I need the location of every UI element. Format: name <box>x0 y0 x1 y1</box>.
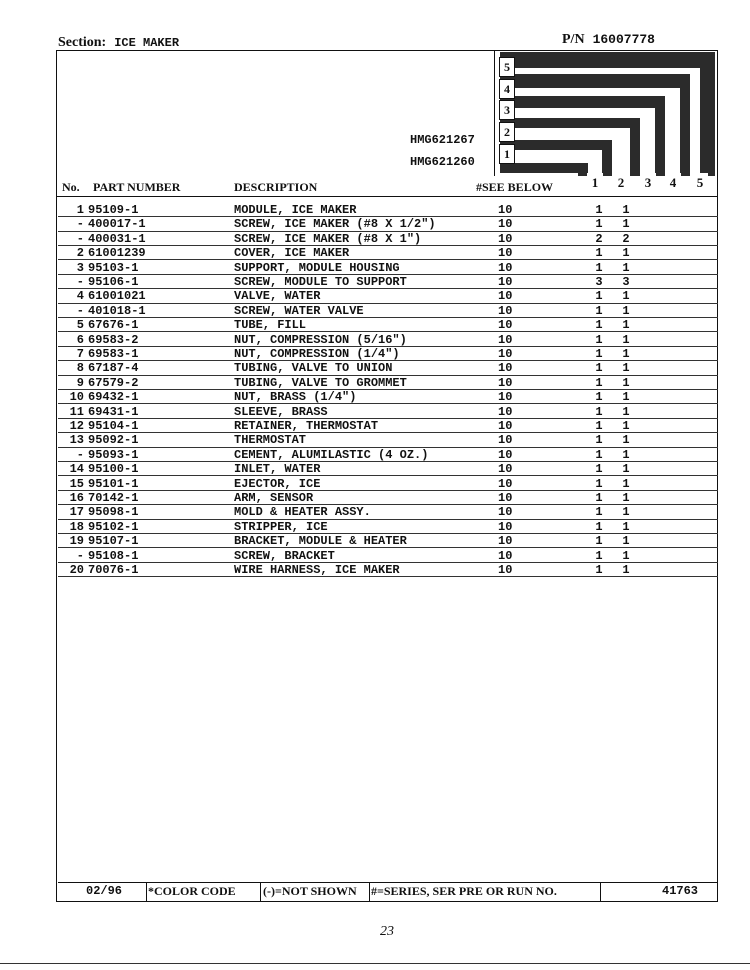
qty-model-1: 3 <box>595 275 603 289</box>
item-number: 4 <box>76 289 84 304</box>
part-description: STRIPPER, ICE <box>234 519 328 534</box>
table-row <box>58 520 718 534</box>
pn-value: 16007778 <box>592 32 655 47</box>
model-number: HMG621260 <box>410 155 475 169</box>
part-number: 67676-1 <box>88 318 139 333</box>
model-box-2: 2 <box>499 122 515 142</box>
see-below-code: 10 <box>498 246 513 261</box>
qty-model-1: 2 <box>595 231 603 246</box>
table-row <box>58 275 718 289</box>
item-number: 14 <box>69 462 84 477</box>
item-number: - <box>76 231 84 246</box>
part-number: 95106-1 <box>88 275 139 289</box>
see-below-code: 10 <box>498 260 513 275</box>
footer-series-legend: #=SERIES, SER PRE OR RUN NO. <box>371 884 557 898</box>
qty-model-1: 1 <box>595 332 603 347</box>
see-below-code: 10 <box>498 491 513 505</box>
qty-model-2: 2 <box>622 231 630 246</box>
qty-model-2: 1 <box>622 390 630 405</box>
item-number: 7 <box>76 347 84 361</box>
item-number: 17 <box>69 505 84 520</box>
part-number: 95104-1 <box>88 419 139 433</box>
footer-doc-number: 41763 <box>662 884 699 898</box>
item-number: 20 <box>69 563 84 577</box>
qty-model-1: 1 <box>595 289 603 304</box>
item-number: 13 <box>69 433 84 448</box>
item-number: 2 <box>76 246 84 261</box>
qty-model-1: 1 <box>595 303 603 318</box>
qty-model-2: 1 <box>622 404 630 419</box>
table-row <box>58 419 718 433</box>
qty-model-2: 1 <box>622 433 630 448</box>
see-below-code: 10 <box>498 303 513 318</box>
see-below-code: 10 <box>498 231 513 246</box>
col-header-model-3: 3 <box>640 173 656 193</box>
qty-model-1: 1 <box>595 203 603 217</box>
part-description: RETAINER, THERMOSTAT <box>234 419 379 433</box>
item-number: 18 <box>69 519 84 534</box>
section-value: ICE MAKER <box>114 36 180 50</box>
part-description: SCREW, BRACKET <box>234 548 335 563</box>
qty-model-2: 3 <box>622 275 630 289</box>
table-row <box>58 534 718 548</box>
qty-model-1: 1 <box>595 246 603 261</box>
table-row <box>58 505 718 519</box>
section-heading <box>58 35 179 51</box>
qty-model-1: 1 <box>595 217 603 232</box>
part-description: SLEEVE, BRASS <box>234 404 328 419</box>
footer-not-shown: (-)=NOT SHOWN <box>263 884 357 898</box>
qty-model-2: 1 <box>622 462 630 477</box>
see-below-code: 10 <box>498 447 513 462</box>
qty-model-1: 1 <box>595 375 603 390</box>
qty-model-2: 1 <box>622 303 630 318</box>
part-number: 95100-1 <box>88 462 139 477</box>
qty-model-2: 1 <box>622 260 630 275</box>
part-number: 61001239 <box>88 246 146 261</box>
see-below-code: 10 <box>498 548 513 563</box>
qty-model-2: 1 <box>622 476 630 491</box>
qty-model-2: 1 <box>622 505 630 520</box>
part-description: THERMOSTAT <box>234 433 307 448</box>
item-number: 10 <box>69 390 84 405</box>
qty-model-1: 1 <box>595 476 603 491</box>
part-number: 95093-1 <box>88 447 139 462</box>
qty-model-1: 1 <box>595 519 603 534</box>
qty-model-2: 1 <box>622 289 630 304</box>
qty-model-1: 1 <box>595 318 603 333</box>
table-row <box>58 563 718 577</box>
item-number: 12 <box>69 419 84 433</box>
table-row <box>58 361 718 375</box>
item-number: 1 <box>76 203 84 217</box>
table-row <box>58 232 718 246</box>
qty-model-1: 1 <box>595 548 603 563</box>
item-number: - <box>76 217 84 232</box>
see-below-code: 10 <box>498 275 513 289</box>
col-header-model-4: 4 <box>665 173 681 193</box>
see-below-code: 10 <box>498 390 513 405</box>
part-number: 95109-1 <box>88 203 139 217</box>
part-number: 95107-1 <box>88 534 139 549</box>
table-row <box>58 405 718 419</box>
col-header-description: DESCRIPTION <box>234 180 318 194</box>
part-description: SCREW, ICE MAKER (#8 X 1/2") <box>234 217 436 232</box>
see-below-code: 10 <box>498 462 513 477</box>
table-row <box>58 491 718 505</box>
item-number: 11 <box>69 404 84 419</box>
qty-model-2: 1 <box>622 246 630 261</box>
see-below-code: 10 <box>498 419 513 433</box>
part-number: 400017-1 <box>88 217 146 232</box>
item-number: - <box>76 303 84 318</box>
see-below-code: 10 <box>498 289 513 304</box>
part-number: 69583-2 <box>88 332 139 347</box>
part-description: COVER, ICE MAKER <box>234 246 350 261</box>
table-row <box>58 433 718 447</box>
part-number: 400031-1 <box>88 231 146 246</box>
qty-model-2: 1 <box>622 447 630 462</box>
pn-label: P/N <box>562 32 585 47</box>
qty-model-2: 1 <box>622 534 630 549</box>
qty-model-1: 1 <box>595 491 603 505</box>
table-row <box>58 549 718 563</box>
part-description: MOLD & HEATER ASSY. <box>234 505 371 520</box>
item-number: 9 <box>76 375 84 390</box>
item-number: 15 <box>69 476 84 491</box>
qty-model-1: 1 <box>595 419 603 433</box>
part-number: 95108-1 <box>88 548 139 563</box>
page-number: 23 <box>380 924 394 939</box>
qty-model-2: 1 <box>622 563 630 577</box>
qty-model-2: 1 <box>622 375 630 390</box>
qty-model-1: 1 <box>595 505 603 520</box>
table-row <box>58 246 718 260</box>
part-description: TUBING, VALVE TO UNION <box>234 361 393 376</box>
part-number: 95092-1 <box>88 433 139 448</box>
see-below-code: 10 <box>498 318 513 333</box>
see-below-code: 10 <box>498 433 513 448</box>
part-description: NUT, BRASS (1/4") <box>234 390 357 405</box>
footer-date: 02/96 <box>86 884 123 898</box>
qty-model-2: 1 <box>622 491 630 505</box>
see-below-code: 10 <box>498 203 513 217</box>
bottom-rule <box>0 963 750 964</box>
model-box-4: 4 <box>499 79 515 99</box>
see-below-code: 10 <box>498 476 513 491</box>
see-below-code: 10 <box>498 347 513 361</box>
qty-model-1: 1 <box>595 361 603 376</box>
qty-model-1: 1 <box>595 433 603 448</box>
qty-model-2: 1 <box>622 203 630 217</box>
part-description: MODULE, ICE MAKER <box>234 203 357 217</box>
part-number: 95101-1 <box>88 476 139 491</box>
qty-model-2: 1 <box>622 519 630 534</box>
footer-legend <box>58 882 718 901</box>
model-number: HMG621267 <box>410 133 475 147</box>
see-below-code: 10 <box>498 534 513 549</box>
part-number: 95102-1 <box>88 519 139 534</box>
part-number: 61001021 <box>88 289 146 304</box>
table-row <box>58 289 718 303</box>
item-number: 19 <box>69 534 84 549</box>
table-row <box>58 477 718 491</box>
table-row <box>58 462 718 476</box>
item-number: 8 <box>76 361 84 376</box>
part-description: SCREW, ICE MAKER (#8 X 1") <box>234 231 422 246</box>
qty-model-2: 1 <box>622 217 630 232</box>
col-header-no: No. <box>62 180 80 194</box>
qty-model-1: 1 <box>595 404 603 419</box>
qty-model-2: 1 <box>622 332 630 347</box>
item-number: - <box>76 275 84 289</box>
see-below-code: 10 <box>498 404 513 419</box>
table-row <box>58 347 718 361</box>
part-number: 95098-1 <box>88 505 139 520</box>
part-description: WIRE HARNESS, ICE MAKER <box>234 563 400 577</box>
model-box-5: 5 <box>499 57 515 77</box>
part-description: SUPPORT, MODULE HOUSING <box>234 260 400 275</box>
item-number: 3 <box>76 260 84 275</box>
table-row <box>58 376 718 390</box>
col-header-model-5: 5 <box>692 173 708 193</box>
table-row <box>58 217 718 231</box>
table-row <box>58 318 718 332</box>
part-description: VALVE, WATER <box>234 289 321 304</box>
see-below-code: 10 <box>498 519 513 534</box>
qty-model-2: 1 <box>622 548 630 563</box>
qty-model-1: 1 <box>595 447 603 462</box>
see-below-code: 10 <box>498 217 513 232</box>
section-label: Section: <box>58 35 107 50</box>
footer-color-code: *COLOR CODE <box>148 884 236 898</box>
part-description: SCREW, WATER VALVE <box>234 303 364 318</box>
col-header-part-number: PART NUMBER <box>93 180 181 194</box>
qty-model-2: 1 <box>622 318 630 333</box>
table-row <box>58 261 718 275</box>
item-number: 16 <box>69 491 84 505</box>
part-number: 401018-1 <box>88 303 146 318</box>
table-row <box>58 203 718 217</box>
part-description: INLET, WATER <box>234 462 321 477</box>
item-number: 5 <box>76 318 84 333</box>
qty-model-2: 1 <box>622 361 630 376</box>
col-header-model-1: 1 <box>587 173 603 193</box>
part-number: 67579-2 <box>88 375 139 390</box>
part-number: 69431-1 <box>88 404 139 419</box>
see-below-code: 10 <box>498 505 513 520</box>
model-box-3: 3 <box>499 100 515 120</box>
item-number: - <box>76 447 84 462</box>
qty-model-1: 1 <box>595 462 603 477</box>
item-number: - <box>76 548 84 563</box>
qty-model-1: 1 <box>595 563 603 577</box>
part-number: 70142-1 <box>88 491 139 505</box>
part-description: NUT, COMPRESSION (5/16") <box>234 332 407 347</box>
part-description: EJECTOR, ICE <box>234 476 321 491</box>
see-below-code: 10 <box>498 361 513 376</box>
part-description: BRACKET, MODULE & HEATER <box>234 534 407 549</box>
col-header-see-below: #SEE BELOW <box>476 180 554 194</box>
see-below-code: 10 <box>498 563 513 577</box>
qty-model-1: 1 <box>595 390 603 405</box>
part-number: 69583-1 <box>88 347 139 361</box>
table-row <box>58 390 718 404</box>
part-number-heading <box>562 32 655 48</box>
part-number: 69432-1 <box>88 390 139 405</box>
qty-model-2: 1 <box>622 419 630 433</box>
qty-model-1: 1 <box>595 347 603 361</box>
part-number: 70076-1 <box>88 563 139 577</box>
qty-model-1: 1 <box>595 260 603 275</box>
table-row <box>58 333 718 347</box>
part-description: TUBE, FILL <box>234 318 307 333</box>
see-below-code: 10 <box>498 375 513 390</box>
qty-model-2: 1 <box>622 347 630 361</box>
part-description: NUT, COMPRESSION (1/4") <box>234 347 400 361</box>
part-number: 95103-1 <box>88 260 139 275</box>
part-number: 67187-4 <box>88 361 139 376</box>
part-description: ARM, SENSOR <box>234 491 314 505</box>
see-below-code: 10 <box>498 332 513 347</box>
col-header-model-2: 2 <box>613 173 629 193</box>
part-description: TUBING, VALVE TO GROMMET <box>234 375 407 390</box>
item-number: 6 <box>76 332 84 347</box>
table-row <box>58 448 718 462</box>
table-row <box>58 304 718 318</box>
part-description: CEMENT, ALUMILASTIC (4 OZ.) <box>234 447 429 462</box>
model-box-1: 1 <box>499 144 515 164</box>
part-description: SCREW, MODULE TO SUPPORT <box>234 275 407 289</box>
qty-model-1: 1 <box>595 534 603 549</box>
